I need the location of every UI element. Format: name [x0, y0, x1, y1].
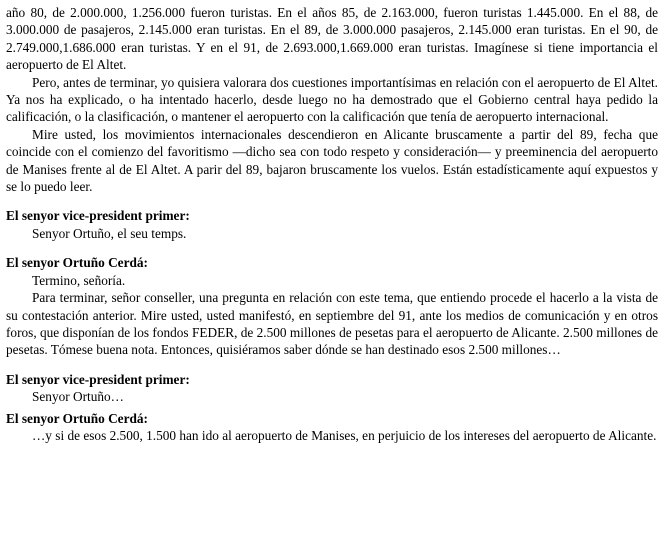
underlined-text: fondos FEDER, de 2.500 millones de pesetas para el aeropuerto de Alicante.	[152, 324, 560, 340]
plain-text: 2.500 millones de pesetas. Tómese buena nota.	[6, 324, 659, 358]
speaker-heading: El senyor vice-president primer:	[6, 371, 190, 387]
body-paragraph	[6, 388, 658, 405]
document-body	[6, 4, 658, 444]
plain-text: Senyor Ortuño, el seu temps.	[32, 225, 187, 241]
body-paragraph	[6, 272, 658, 289]
plain-text: Pero, antes de terminar, yo quisiera valorara dos cuestiones importantísimas en relación con el aeropuerto de El Altet. Ya nos ha explicado, o ha intentado hacerlo, desde luego no ha demostrado que el Gobierno central haya pedido la calificación, o la clasificación, o mantener el aeropuerto con la calificación que tenía de aeropuerto internacional.	[6, 74, 658, 125]
plain-text: Termino, señoría.	[32, 272, 126, 288]
plain-text: año 80, de 2.000.000, 1.256.000 fueron turistas. En el años 85, de 2.163.000, fueron turistas 1.445.000. En el 88, de 3.000.000 de pasajeros, 2.145.000 eran turistas. En el 89, de 3.000.000 pasajeros, 2.145.000 eran turistas. En el 90, de 2.749.000,1.686.000 eran turistas. Y en el 91, de 2.693.000,1.669.000 eran turistas. Imagínese si tiene importancia el aeropuerto de El Altet.	[6, 5, 658, 73]
plain-text: , en	[355, 427, 379, 443]
plain-text: Mire usted,	[32, 126, 103, 142]
body-paragraph	[6, 289, 658, 359]
underlined-text: si de esos 2.500, 1.500 han ido al aeropuerto de Manises	[55, 427, 356, 443]
plain-text: Senyor Ortuño…	[32, 389, 124, 405]
body-paragraph	[6, 4, 658, 74]
underlined-text: Entonces, quisiéramos saber dónde se han destinado esos 2.500 millones…	[160, 342, 561, 358]
speaker-heading: El senyor Ortuño Cerdá:	[6, 255, 148, 271]
plain-text: A parir del 89, bajaron bruscamente los vuelos. Están estadísticamente aquí expuestos y se lo puedo leer.	[6, 161, 658, 195]
plain-text: Para terminar, señor conseller, una pregunta en relación con este tema, que entiendo procede el hacerlo a la vista de su contestación anterior. Mire usted, usted manifestó, en septiembre del 91, ante los medios de comunicación y en otros foros, que disponían de los	[6, 290, 658, 340]
body-paragraph	[6, 74, 658, 126]
paragraph-spacer	[6, 242, 658, 254]
plain-text: …y	[32, 427, 56, 443]
paragraph-spacer	[6, 359, 658, 371]
underlined-text: los movimientos internacionales descendieron en Alicante bruscamente a partir del 89, fecha que coincide con el comienzo del favoritismo —dicho sea con todo respeto y consideración— y preeminencia del aeropuerto de Manises frente al de El Altet.	[6, 126, 658, 177]
speaker-heading: El senyor vice-president primer:	[6, 208, 190, 224]
body-paragraph	[6, 126, 658, 196]
body-paragraph	[6, 225, 658, 242]
speaker-heading: El senyor Ortuño Cerdá:	[6, 410, 148, 426]
paragraph-spacer	[6, 195, 658, 207]
body-paragraph	[6, 427, 658, 444]
underlined-text: perjuicio de los intereses del aeropuerto de Alicante.	[378, 427, 657, 443]
